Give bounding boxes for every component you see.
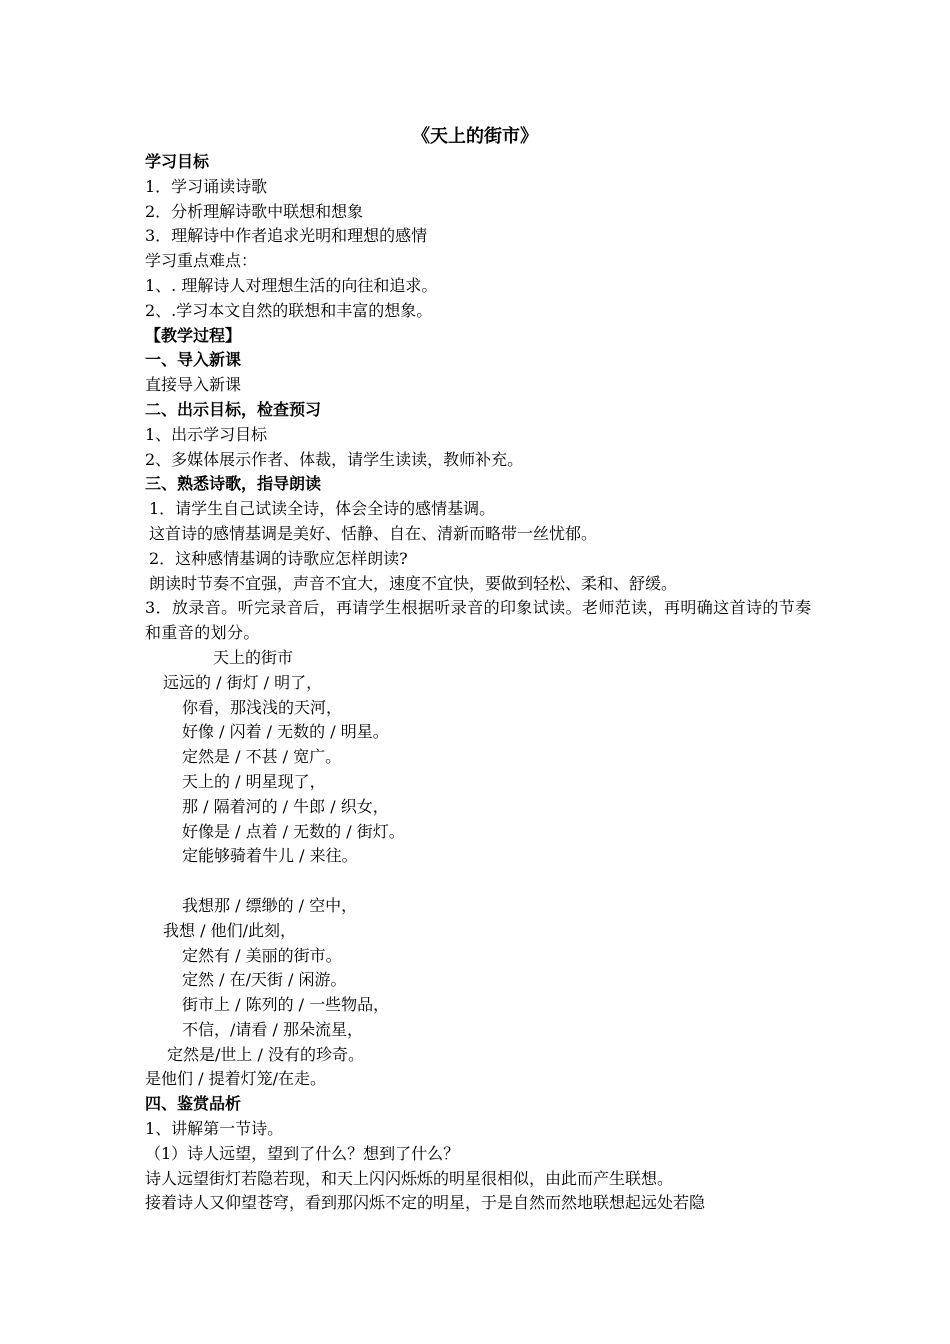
document-title: 《天上的街市》 <box>412 126 538 147</box>
section-heading: 三、熟悉诗歌，指导朗读 <box>145 474 322 494</box>
poem-line: 定然是/世上 / 没有的珍奇。 <box>167 1044 364 1064</box>
body-line: 是他们 / 提着灯笼/在走。 <box>145 1069 326 1089</box>
body-line: 1、讲解第一节诗。 <box>145 1119 284 1139</box>
document-body <box>145 150 813 1216</box>
section-heading: 二、出示目标，检查预习 <box>145 399 322 419</box>
poem-line: 定然是 / 不甚 / 宽广。 <box>182 747 342 767</box>
body-line: 2．这种感情基调的诗歌应怎样朗读? <box>149 548 408 568</box>
poem-line: 你看，那浅浅的天河， <box>182 697 343 717</box>
body-line: 3．理解诗中作者追求光明和理想的感情 <box>145 226 428 246</box>
body-line: 3．放录音。听完录音后，再请学生根据听录音的印象试读。老师范读，再明确这首诗的节奏和重音的划分。 <box>145 598 812 643</box>
body-line: （1）诗人远望，望到了什么？想到了什么？ <box>145 1143 460 1163</box>
poem-line: 我想 / 他们/此刻， <box>163 920 296 940</box>
poem-line: 好像 / 闪着 / 无数的 / 明星。 <box>182 722 389 742</box>
body-line: 1．学习诵读诗歌 <box>145 176 268 196</box>
poem-line: 天上的 / 明星现了， <box>182 771 326 791</box>
body-line: 2．分析理解诗歌中联想和想象 <box>145 201 364 221</box>
body-line: 朗读时节奏不宜强，声音不宜大，速度不宜快，要做到轻松、柔和、舒缓。 <box>149 573 678 593</box>
poem-line: 定然 / 在/天街 / 闲游。 <box>182 970 347 990</box>
poem-line: 定然有 / 美丽的街市。 <box>182 945 342 965</box>
body-line: 1．请学生自己试读全诗，体会全诗的感情基调。 <box>149 499 496 519</box>
poem-line: 我想那 / 缥缈的 / 空中， <box>182 895 358 915</box>
body-line: 1、出示学习目标 <box>145 424 268 444</box>
body-line: 1、. 理解诗人对理想生活的向往和追求。 <box>145 275 438 295</box>
stanza-break <box>145 869 813 894</box>
body-line: 这首诗的感情基调是美好、恬静、自在、清新而略带一丝忧郁。 <box>149 523 598 543</box>
body-line: 2、.学习本文自然的联想和丰富的想象。 <box>145 300 433 320</box>
section-heading: 【教学过程】 <box>145 325 242 345</box>
poem-line: 街市上 / 陈列的 / 一些物品， <box>182 995 390 1015</box>
poem-title: 天上的街市 <box>213 647 294 667</box>
body-line: 接着诗人又仰望苍穹，看到那闪烁不定的明星，于是自然而然地联想起远处若隐 <box>145 1193 706 1213</box>
body-line: 2、多媒体展示作者、体裁，请学生读读，教师补充。 <box>145 449 524 469</box>
section-heading: 一、导入新课 <box>145 350 242 370</box>
section-heading: 四、鉴赏品析 <box>145 1094 242 1114</box>
poem-line: 不信，/请看 / 那朵流星， <box>182 1019 363 1039</box>
body-line: 诗人远望街灯若隐若现，和天上闪闪烁烁的明星很相似，由此而产生联想。 <box>145 1168 674 1188</box>
poem-line: 远远的 / 街灯 / 明了， <box>163 672 323 692</box>
poem-line: 定能够骑着牛儿 / 来往。 <box>182 846 358 866</box>
poem-line: 那 / 隔着河的 / 牛郎 / 织女， <box>182 796 389 816</box>
section-heading: 学习目标 <box>145 152 210 171</box>
body-line: 学习重点难点： <box>145 251 258 271</box>
body-line: 直接导入新课 <box>145 375 242 395</box>
poem-line: 好像是 / 点着 / 无数的 / 街灯。 <box>182 821 405 841</box>
